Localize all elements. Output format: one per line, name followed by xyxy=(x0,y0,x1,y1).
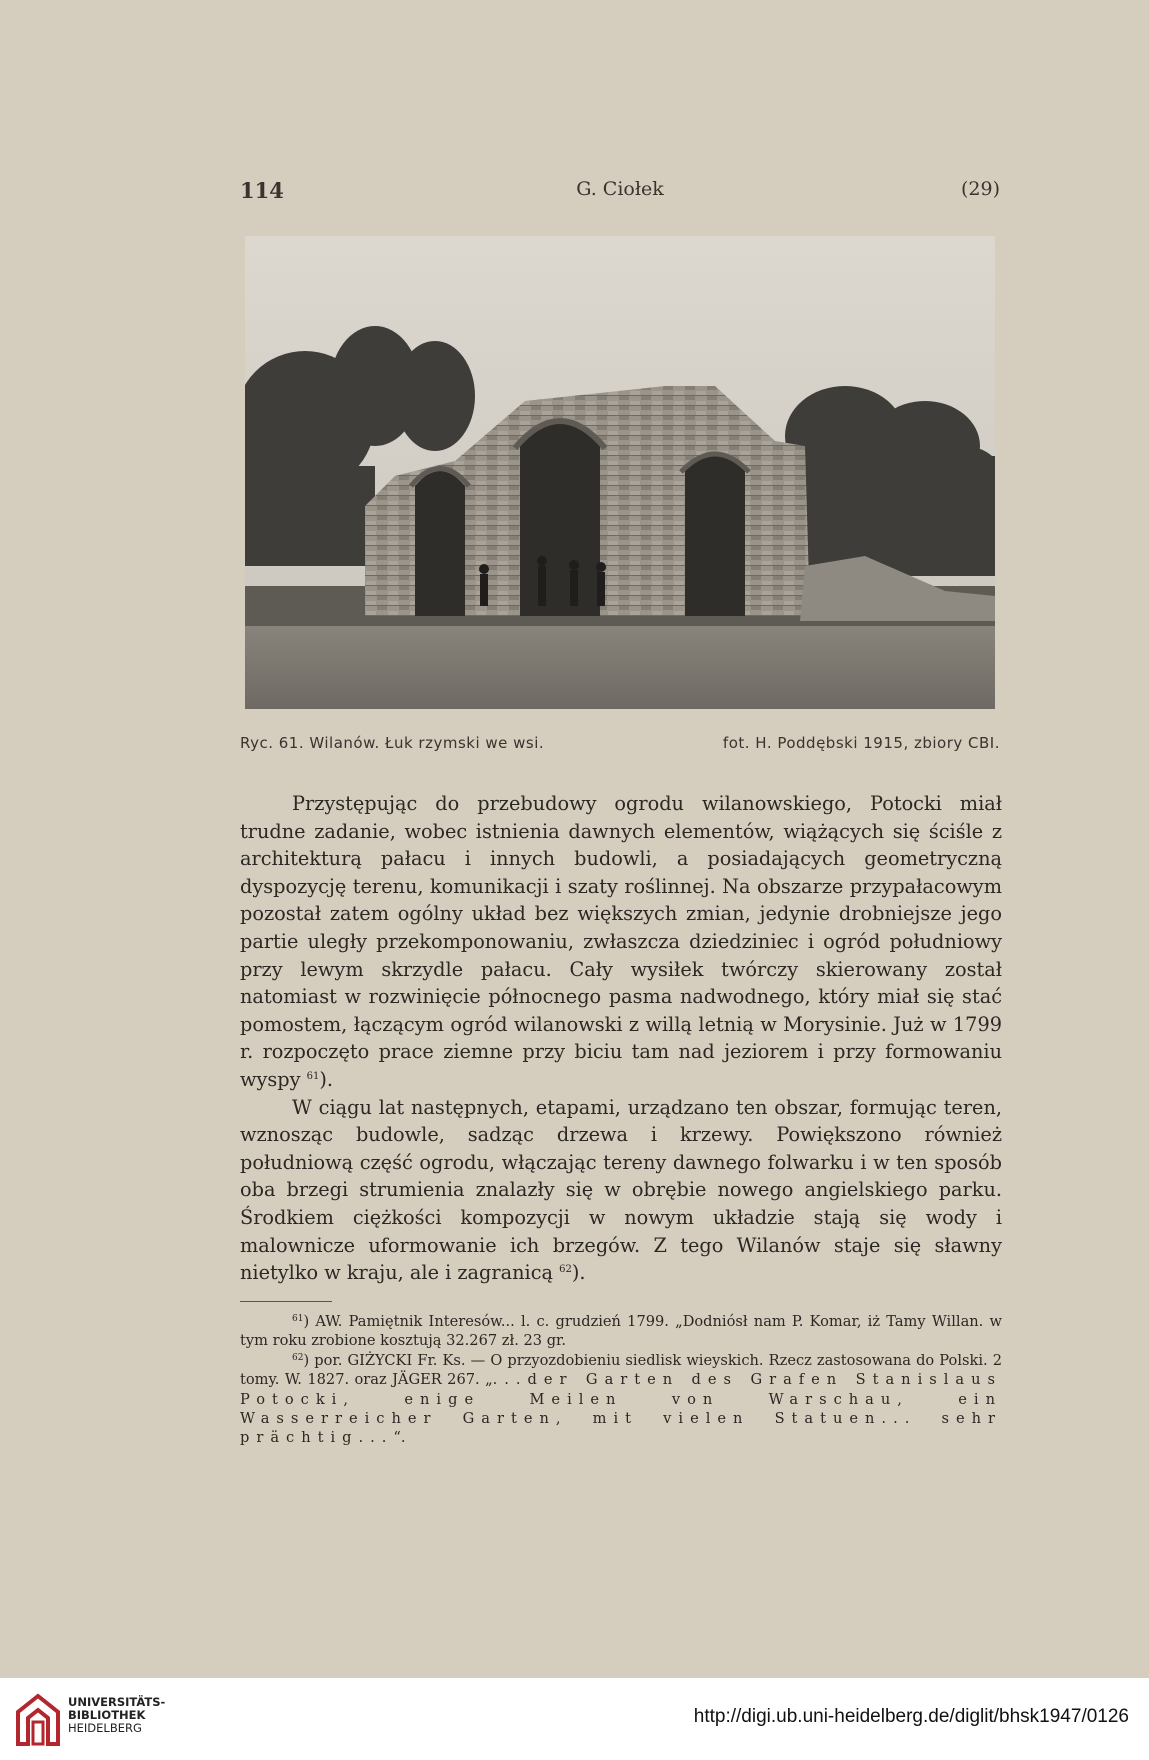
library-name-line-2: BIBLIOTHEK xyxy=(68,1708,146,1722)
footnote-62-quote: ...der Garten des Grafen Stanislaus Potocki, enige Meilen von Warschau, ein Wasserreicher Garten, mit vielen Statuen... sehr prächtig... xyxy=(240,1371,1002,1447)
footnote-62-mark: 62 xyxy=(292,1352,304,1363)
library-name-line-1: UNIVERSITÄTS- xyxy=(68,1695,166,1709)
footnotes xyxy=(240,1312,1002,1448)
running-author: G. Ciołek xyxy=(576,178,664,200)
paragraph-1-end: ). xyxy=(319,1067,334,1091)
footnote-ref-62[interactable]: 62 xyxy=(559,1264,572,1276)
article-body xyxy=(240,790,1002,1287)
paragraph-2-end: ). xyxy=(571,1261,586,1285)
permalink-url[interactable]: http://digi.ub.uni-heidelberg.de/diglit/bhsk1947/0126 xyxy=(693,1706,1129,1727)
paragraph-1-text: Przystępując do przebudowy ogrodu wilanowskiego, Potocki miał trudne zadanie, wobec istnienia dawnych elementów, wiążących się ściśle z architekturą pałacu i innych budowli, a posiadających geometryczną dyspozycję terenu, komunikacji i szaty roślinnej. Na obszarze przypałacowym pozostał zatem ogólny układ bez większych zmian, jedynie drobniejsze jego partie uległy przekomponowaniu, zwłaszcza dziedziniec i ogród południowy przy lewym skrzydle pałacu. Cały wysiłek twórczy skierowany został natomiast w rozwinięcie północnego pasma nadwodnego, który miał się stać pomostem, łączącym ogród wilanowski z willą letnią w Morysinie. Już w 1799 r. rozpoczęto prace ziemne przy biciu tam nad jeziorem i przy formowaniu wyspy xyxy=(240,792,1002,1091)
footnote-divider xyxy=(240,1301,332,1302)
photo-illustration xyxy=(245,236,995,709)
page-number: 114 xyxy=(240,178,284,203)
section-number: (29) xyxy=(960,178,1000,200)
footnote-61-text: ) AW. Pamiętnik Interesów... l. c. grudzień 1799. „Dodniósł nam P. Komar, iż Tamy Willan. w tym roku zrobione kosztują 32.267 zł. 23 gr. xyxy=(240,1313,1002,1350)
library-footer xyxy=(0,1678,1149,1760)
paragraph-2 xyxy=(240,1094,1002,1287)
library-logo-icon xyxy=(14,1692,62,1748)
footnote-ref-61[interactable]: 61 xyxy=(306,1070,320,1082)
running-header xyxy=(240,178,1000,208)
library-name-line-3: HEIDELBERG xyxy=(68,1721,142,1735)
figure-caption xyxy=(240,734,1000,758)
photograph-roman-arch xyxy=(245,236,995,709)
library-name xyxy=(68,1696,165,1735)
paragraph-2-text: W ciągu lat następnych, etapami, urządzano ten obszar, formując teren, wznosząc budowle, sadząc drzewa i krzewy. Powiększono również południową część ogrodu, włączając tereny dawnego folwarku i w ten sposób oba brzegi strumienia znalazły się w obrębie nowego angielskiego parku. Środkiem ciężkości kompozycji w nowym układzie stają się wody i malownicze uformowanie ich brzegów. Z tego Wilanów staje się sławny nietylko w kraju, ale i zagranicą xyxy=(240,1095,1002,1285)
footnote-61 xyxy=(240,1312,1002,1351)
footnote-62-text: ) por. GIŻYCKI Fr. Ks. — O przyozdobieniu siedlisk wieyskich. Rzecz zastosowana do Polski. 2 tomy. W. 1827. oraz JÄGER 267. „ xyxy=(240,1351,1002,1389)
caption-title: Ryc. 61. Wilanów. Łuk rzymski we wsi. xyxy=(240,734,545,752)
footnote-62-close: “. xyxy=(393,1429,406,1447)
footnote-61-mark: 61 xyxy=(292,1314,304,1324)
footnote-62 xyxy=(240,1351,1002,1448)
paragraph-1 xyxy=(240,790,1002,1094)
caption-credit: fot. H. Poddębski 1915, zbiory CBI. xyxy=(722,734,1000,752)
